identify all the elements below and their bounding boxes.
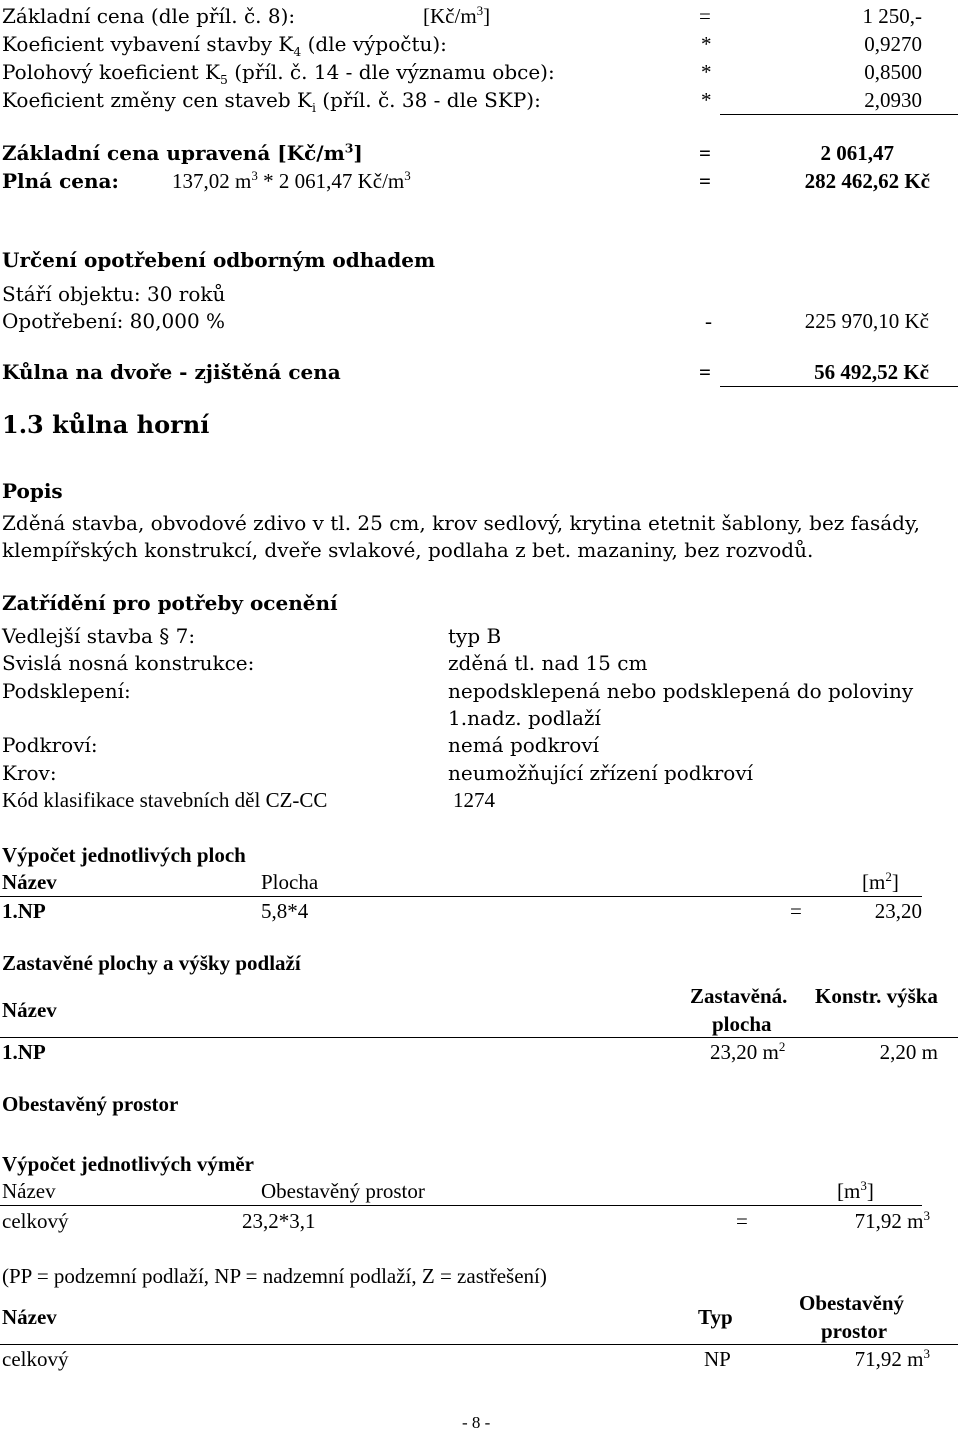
classification-label: Svislá nosná konstrukce: (2, 651, 255, 675)
volumes-row-value: 71,92 $m^3$ (854, 1208, 930, 1233)
table-rule (0, 896, 922, 897)
full-price-value: 282 462,62 Kč (804, 169, 930, 193)
volumes-col-unit: $[m^3]$ (837, 1178, 874, 1203)
builtup-col-height: Konstr. výška (815, 984, 938, 1008)
summary-row-name: celkový (2, 1347, 69, 1371)
coef-k4-op: * (701, 32, 712, 56)
shed-price-value: 56 492,52 Kč (814, 360, 929, 384)
adjusted-price-op: = (699, 141, 711, 165)
builtup-col-name: Název (2, 998, 57, 1022)
volumes-row-op: = (736, 1209, 748, 1233)
summary-col-name: Název (2, 1305, 57, 1329)
base-price-unit: $[Kč/m^3]$ (423, 3, 491, 28)
builtup-col-area-2: plocha (712, 1012, 772, 1036)
floor-legend: (PP = podzemní podlaží, NP = nadzemní podlaží, Z = zastřešení) (2, 1264, 547, 1288)
coef-k5-value: 0,8500 (864, 60, 922, 84)
classification-value: nemá podkroví (448, 733, 600, 757)
base-price-value: 1 250,- (862, 4, 922, 28)
divider (720, 386, 958, 387)
popis-line-1: Zděná stavba, obvodové zdivo v tl. 25 cm, krov sedlový, krytina etetnit šablony, bez fasády, (2, 511, 920, 535)
classification-value: 1274 (453, 788, 495, 812)
divider (720, 114, 958, 115)
popis-line-2: klempířských konstrukcí, dveře svlakové, podlaha z bet. mazaniny, bez rozvodů. (2, 538, 814, 562)
section-title: 1.3 kůlna horní (2, 410, 210, 439)
coef-k5-op: * (701, 60, 712, 84)
coef-ki-label: Koeficient změny cen staveb $K_i$ (příl. č. 38 - dle SKP): (2, 88, 541, 115)
classification-label: Kód klasifikace stavebních děl CZ-CC (2, 788, 328, 812)
summary-row-value: 71,92 $m^3$ (854, 1346, 930, 1371)
classification-heading: Zatřídění pro potřeby ocenění (2, 591, 338, 615)
shed-price-op: = (699, 360, 711, 384)
classification-label: Podkroví: (2, 733, 98, 757)
volumes-col-space: Obestavěný prostor (261, 1179, 425, 1203)
classification-value: 1.nadz. podlaží (448, 706, 601, 730)
full-price-label: Plná cena: (2, 169, 119, 193)
classification-label: Podsklepení: (2, 679, 131, 703)
base-price-op: = (699, 4, 711, 28)
adjusted-price-value: 2 061,47 (820, 141, 894, 165)
classification-value: nepodsklepená nebo podsklepená do poloviny (448, 679, 914, 703)
summary-col-space-2: prostor (821, 1319, 888, 1343)
classification-label: Krov: (2, 761, 57, 785)
builtup-col-area: Zastavěná. (690, 984, 788, 1008)
base-price-label: Základní cena (dle příl. č. 8): (2, 4, 296, 28)
page-number: - 8 - (462, 1413, 491, 1432)
wear-op: - (705, 309, 712, 333)
coef-k5-label: Polohový koeficient $K_5$ (příl. č. 14 - dle významu obce): (2, 60, 555, 87)
wear-heading: Určení opotřebení odborným odhadem (2, 248, 436, 272)
wear-value: 225 970,10 Kč (804, 309, 929, 333)
classification-value: typ B (448, 624, 502, 648)
areas-col-name: Název (2, 870, 57, 894)
table-rule (0, 1037, 958, 1038)
summary-row-type: NP (704, 1347, 731, 1371)
summary-col-space: Obestavěný (799, 1291, 904, 1315)
full-price-formula: 137,02 $m^3 * 2$ 061,47 $Kč/m^3$ (172, 168, 411, 193)
volumes-heading: Výpočet jednotlivých výměr (2, 1152, 254, 1176)
coef-ki-op: * (701, 88, 712, 112)
wear-age: Stáří objektu: 30 roků (2, 282, 226, 306)
table-rule (0, 1205, 922, 1206)
areas-heading: Výpočet jednotlivých ploch (2, 843, 246, 867)
coef-k4-value: 0,9270 (864, 32, 922, 56)
volumes-col-name: Název (2, 1179, 56, 1203)
areas-row-op: = (790, 899, 802, 923)
summary-col-type: Typ (698, 1305, 733, 1329)
popis-heading: Popis (2, 479, 63, 503)
coef-ki-value: 2,0930 (864, 88, 922, 112)
full-price-op: = (699, 169, 711, 193)
areas-col-area: Plocha (261, 870, 319, 894)
builtup-heading: Zastavěné plochy a výšky podlaží (2, 951, 301, 975)
volumes-row-name: celkový (2, 1209, 69, 1233)
areas-row-value: 23,20 (874, 899, 922, 923)
areas-row-name: 1.NP (2, 899, 46, 923)
classification-value: neumožňující zřízení podkroví (448, 761, 754, 785)
adjusted-price-label: Základní cena upravená $[Kč/m^3]$ (2, 140, 363, 165)
space-heading: Obestavěný prostor (2, 1092, 179, 1116)
builtup-row-area: 23,20 $m^2$ (710, 1039, 786, 1064)
areas-row-formula: 5,8*4 (261, 899, 309, 923)
table-rule (0, 1344, 958, 1345)
classification-value: zděná tl. nad 15 cm (448, 651, 648, 675)
builtup-row-height: 2,20 m (879, 1040, 938, 1064)
shed-price-label: Kůlna na dvoře - zjištěná cena (2, 360, 341, 384)
classification-label: Vedlejší stavba § 7: (2, 624, 196, 648)
areas-col-unit: $[m^2]$ (862, 869, 899, 894)
builtup-row-name: 1.NP (2, 1040, 46, 1064)
coef-k4-label: Koeficient vybavení stavby $K_4$ (dle výpočtu): (2, 32, 447, 59)
wear-label: Opotřebení: 80,000 % (2, 309, 226, 333)
volumes-row-formula: 23,2*3,1 (242, 1209, 316, 1233)
